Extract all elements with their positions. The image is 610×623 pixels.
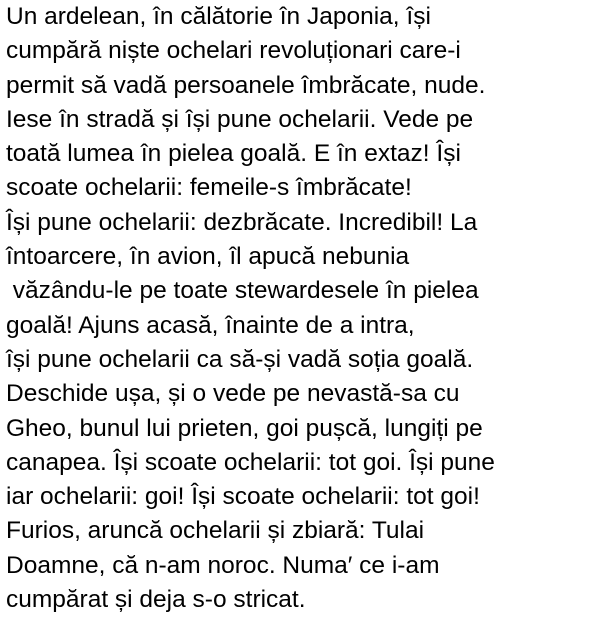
text-line: permit să vadă persoanele îmbrăcate, nude.: [6, 71, 486, 99]
text-line: Un ardelean, în călătorie în Japonia, își: [6, 3, 431, 30]
text-line: Deschide ușa, și o vede pe nevastă-sa cu: [6, 380, 460, 408]
text-line: Iese în stradă și își pune ochelarii. Vede pe: [6, 105, 474, 133]
text-line: goală! Ajuns acasă, înainte de a intra,: [6, 311, 415, 339]
text-line: își pune ochelarii ca să-și vadă soția goală.: [6, 345, 474, 373]
text-line: Își pune ochelarii: dezbrăcate. Incredibil! La: [6, 208, 478, 236]
text-line: întoarcere, în avion, îl apucă nebunia: [6, 243, 410, 271]
text-line: Furios, aruncă ochelarii și zbiară: Tulai: [6, 517, 425, 545]
text-line: canapea. Își scoate ochelarii: tot goi. Își pune: [6, 448, 495, 476]
text-line: scoate ochelarii: femeile-s îmbrăcate!: [6, 174, 412, 202]
text-line: cumpără niște ochelari revoluționari care-i: [6, 37, 461, 65]
text-line: Doamne, că n-am noroc. Numa′ ce i-am: [6, 551, 440, 579]
text-line: toată lumea în pielea goală. E în extaz! Își: [6, 140, 461, 168]
text-line: văzându-le pe toate stewardesele în pielea: [6, 277, 479, 305]
text-line: iar ochelarii: goi! Își scoate ochelarii: tot goi!: [6, 483, 480, 511]
joke-text: [6, 0, 606, 617]
text-line: cumpărat și deja s-o stricat.: [6, 586, 306, 614]
text-line: Gheo, bunul lui prieten, goi pușcă, lungiți pe: [6, 414, 483, 442]
